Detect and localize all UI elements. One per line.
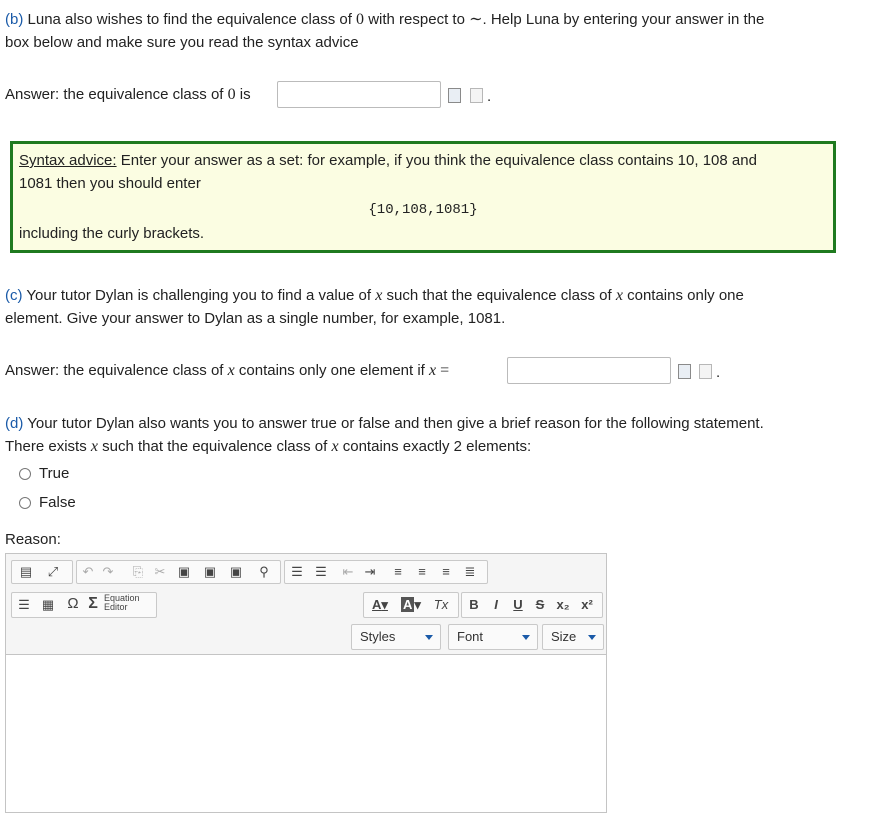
size-dropdown[interactable]: Size (542, 624, 604, 650)
sim-symbol: ∼ (469, 11, 483, 28)
validate-icon[interactable] (448, 88, 461, 103)
source-icon[interactable]: ▤ (19, 564, 33, 579)
cut-icon[interactable]: ✂ (154, 564, 166, 579)
part-b-label: (b) (5, 11, 24, 28)
syntax-help-icon[interactable] (699, 364, 712, 379)
part-c-label: (c) (5, 287, 23, 304)
justify-icon[interactable]: ≣ (464, 564, 476, 579)
paste-text-icon[interactable]: ▣ (203, 564, 217, 579)
font-dropdown[interactable]: Font (448, 624, 538, 650)
find-icon[interactable]: ⚲ (259, 564, 269, 579)
radio-false[interactable] (19, 497, 31, 509)
part-d-label: (d) (5, 415, 24, 432)
validate-icon[interactable] (678, 364, 691, 379)
reason-label: Reason: (5, 531, 61, 548)
styles-dropdown[interactable]: Styles (351, 624, 441, 650)
table-icon[interactable]: ▦ (41, 597, 55, 612)
part-d-question: (d) Your tutor Dylan also wants you to answer true or false and then give a brief reason for the following statement. There exists x such that the equivalence class of x contains exactly 2 elements: (5, 415, 764, 455)
align-center-icon[interactable]: ≡ (418, 564, 426, 579)
special-char-icon[interactable]: Ω (67, 595, 79, 612)
syntax-help-icon[interactable] (470, 88, 483, 103)
part-b-answer-input[interactable] (277, 81, 441, 108)
undo-icon[interactable]: ↶ (82, 564, 94, 579)
horizontal-line-icon[interactable]: ☰ (18, 597, 30, 612)
syntax-example: {10,108,1081} (368, 202, 478, 218)
option-true-label[interactable]: True (39, 465, 70, 482)
background-color-icon[interactable]: A ▾ (403, 597, 421, 612)
reason-editor (5, 553, 607, 813)
superscript-button[interactable]: x² (581, 597, 593, 612)
chevron-down-icon (425, 635, 433, 640)
part-b-question: (b) Luna also wishes to find the equivalence class of 0 with respect to ∼. Help Luna by entering your answer in the box below and make sure you read the syntax advice (5, 11, 765, 51)
maximize-icon[interactable]: ⤢ (47, 564, 59, 579)
paste-icon[interactable]: ▣ (177, 564, 191, 579)
part-c-question: (c) Your tutor Dylan is challenging you to find a value of x such that the equivalence class of x contains only one element. Give your answer to Dylan as a single number, for example, 1081. (5, 287, 744, 327)
indent-icon[interactable]: ⇥ (364, 564, 376, 579)
radio-true[interactable] (19, 468, 31, 480)
align-left-icon[interactable]: ≡ (394, 564, 402, 579)
subscript-button[interactable]: x₂ (556, 597, 570, 612)
chevron-down-icon (588, 635, 596, 640)
numbered-list-icon[interactable]: ☰ (291, 564, 303, 579)
outdent-icon[interactable]: ⇤ (342, 564, 354, 579)
part-c-answer-label: Answer: the equivalence class of x contains only one element if x = (5, 362, 450, 379)
underline-button[interactable]: U (513, 597, 523, 612)
part-b-answer-label: Answer: the equivalence class of 0 is (5, 86, 251, 103)
bold-button[interactable]: B (469, 597, 479, 612)
bulleted-list-icon[interactable]: ☰ (315, 564, 327, 579)
paste-word-icon[interactable]: ▣ (229, 564, 243, 579)
chevron-down-icon (522, 635, 530, 640)
syntax-advice-heading: Syntax advice: (19, 152, 117, 169)
option-false-label[interactable]: False (39, 494, 76, 511)
align-right-icon[interactable]: ≡ (442, 564, 450, 579)
part-c-answer-input[interactable] (507, 357, 671, 384)
equation-editor-button[interactable]: Equation Editor (104, 593, 140, 612)
syntax-advice-box: Syntax advice: Enter your answer as a set: for example, if you think the equivalence class contains 10, 108 and 1081 then you should enter {10,108,1081} including the curly brackets. (10, 141, 836, 253)
copy-icon[interactable]: ⎘ (132, 564, 144, 579)
remove-format-icon[interactable]: Tx (433, 597, 449, 612)
editor-toolbar (6, 554, 606, 655)
sigma-icon[interactable]: Σ (88, 595, 98, 612)
editor-content-area[interactable] (6, 655, 606, 805)
italic-button[interactable]: I (494, 597, 498, 612)
text-color-icon[interactable]: A▾ (372, 597, 388, 612)
redo-icon[interactable]: ↷ (102, 564, 114, 579)
strikethrough-button[interactable]: S (535, 597, 545, 612)
